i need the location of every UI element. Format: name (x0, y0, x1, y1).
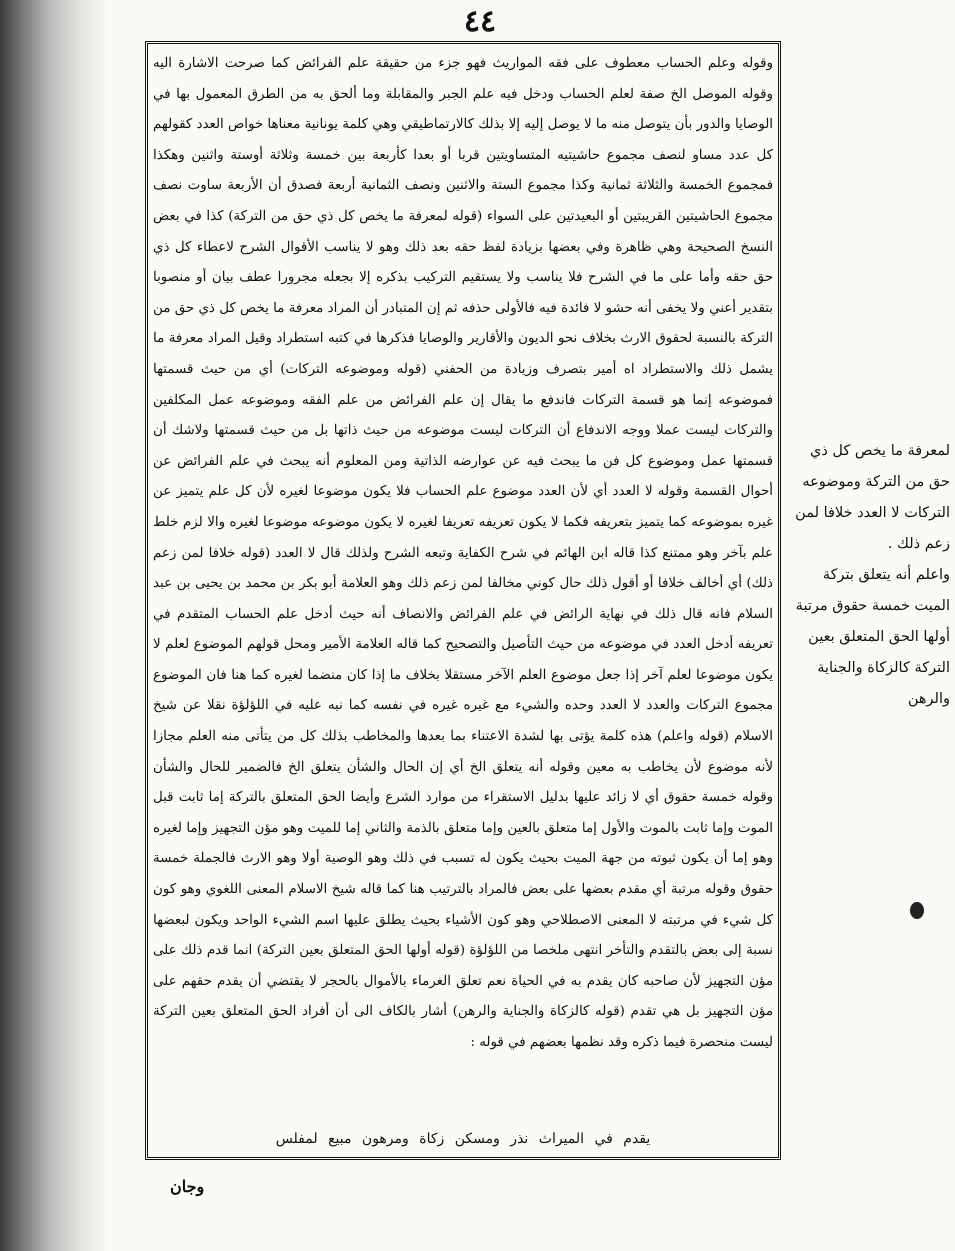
verse-line: يقدم في الميراث نذر ومسكن زكاة ومرهون مبيع لمفلس (275, 1131, 651, 1147)
margin-note-matn-1: لمعرفة ما يخص كل ذي حق من التركة وموضوعه التركات لا العدد خلافا لمن زعم ذلك . (795, 443, 950, 552)
commentary-paragraph: وقوله وعلم الحساب معطوف على فقه المواريث فهو جزء من حقيقة علم الفرائض كما صرحت الاشارة اليه وقوله الموصل الخ صفة لعلم الحساب ودخل فيه علم الجبر والمقابلة وما ألحق به من الطرق المعمول بها في الوصايا والدور بأن يتوصل منه ما لا يوصل إليه إلا بذلك كالارتماطيقي وهي كلمة يونانية معناها خواص العدد كقولهم كل عدد مساو لنصف مجموع حاشيتيه المتساويتين قربا أو بعدا كأربعة بين خمسة وثلاثة أوستة واثنين وهكذا فمجموع الخمسة والثلاثة ثمانية وكذا مجموع الستة والاثنين ونصف الثمانية أربعة فصدق أن الأربعة ساوت نصف مجموع الحاشيتين القريبتين أو البعيدتين على السواء (قوله لمعرفة ما يخص كل ذي حق من التركة) كذا في بعض النسخ الصحيحة وهي ظاهرة وفي بعضها بزيادة لفظ حقه بعد ذلك وهو لا يناسب الأقوال الشرح لاعطاء كل ذي حق حقه وأما على ما في الشرح فلا يناسب ولا يستقيم التركيب بذكره إلا بجعله مجرورا عطف بيان أو منصوبا بتقدير أعني ولا يخفى أنه حشو لا فائدة فيه فالأولى حذفه ثم إن المتبادر أن المراد معرفة ما يخص كل ذي حق من التركة بالنسبة لحقوق الارث بخلاف نحو الديون والأقارير والوصايا فذكرها في كتبه استطراد وقيل المراد معرفة ما يشمل ذلك والاستطراد اه أمير بتصرف وزيادة من الحفني (قوله وموضوعه التركات) أي من حيث قسمتها فموضوعه إنما هو قسمة التركات فاندفع ما يقال إن علم الفرائض من علم الفقه وموضوعه عمل المكلفين والتركات ليست عملا ووجه الاندفاع أن التركات ليست موضوعه من حيث ذاتها بل من حيث قسمتها ولاشك أن قسمتها عمل وموضوع كل فن ما يبحث فيه عن عوارضه الذاتية ومن المعلوم أنه يبحث في علم الفرائض عن أحوال القسمة وقوله لا العدد أي لأن العدد موضوع علم الحساب فلا يكون موضوعا لغيره لأن كل علم يتميز عن غيره بموضوعه كما يتميز بتعريفه فكما لا يكون تعريفه تعريفا لغيره لا يكون موضوعه موضوعا لغيره والا لزم خلط علم بآخر وهو ممتنع كذا قاله ابن الهائم في شرح الكفاية وتبعه الشرح ولذلك قال لا العدد (قوله خلافا لمن زعم ذلك) أي أخالف خلافا أو أقول ذلك حال كوني مخالفا لمن زعم ذلك وهو العلامة أبو بكر بن محمد بن يحيى بن عبد السلام فانه قال ذلك في نهاية الرائض في علم الفرائض والانصاف أنه حيث أدخل علم الحساب المتقدم في تعريفه أدخل العدد في موضوعه من حيث التأصيل والتصحيح كما قاله العلامة الأمير ومحل قولهم الموضوع لعلم لا يكون موضوعا لعلم آخر إذا جعل موضوع العلم الآخر مستقلا بخلاف ما إذا كان منضما لغيره كما هنا فان الموضوع مجموع التركات والعدد لا العدد وحده والشيء مع غيره غيره في نفسه كما نبه عليه في اللؤلؤة نقلا عن شيخ الاسلام (قوله واعلم) هذه كلمة يؤتى بها لشدة الاعتناء بما بعدها والمخاطب بذلك كل من يتأتى منه العلم مجازا لأنه موضوع لأن يخاطب به معين وقوله أنه يتعلق الخ أي إن الحال والشأن يتعلق الخ فالضمير للحال والشأن وقوله خمسة حقوق أي لا زائد عليها بدليل الاستقراء من موارد الشرع وأيضا الحق المتعلق بالتركة إما ثابت قبل الموت وإما ثابت بالموت والأول إما متعلق بالعين وإما متعلق بالذمة والثاني إما للميت وهو مؤن التجهيز وإما لغيره وهو إما أن يكون ثبوته من جهة الميت بحيث يكون له تسبب في ذلك وهو الوصية أولا وهو الارث فالجملة خمسة حقوق وقوله مرتبة أي مقدم بعضها على بعض فالمراد بالترتيب هنا كما قاله شيخ الاسلام المعنى اللغوي وهو كون كل شيء في مرتبته لا المعنى الاصطلاحي وهو كون الأشياء بحيث يطلق عليها اسم الشيء الواحد ويكون لبعضها نسبة إلى بعض بالتقدم والتأخر انتهى ملخصا من اللؤلؤة (قوله أولها الحق المتعلق بعين التركة) انما قدم ذلك على مؤن التجهيز لأن صاحبه كان يقدم به في الحياة نعم تعلق الغرماء بالأموال بالحجر لا يقتضي أن يقدم حقهم على مؤن التجهيز بل هي تقدم (قوله كالزكاة والجناية والرهن) أشار بالكاف الى أن أفراد الحق المتعلق بعين التركة ليست منحصرة فيما ذكره وقد نظمها بعضهم في قوله : (153, 56, 773, 1050)
margin-note-matn-2: واعلم أنه يتعلق بتركة الميت خمسة حقوق مرتبة أولها الحق المتعلق بعين التركة كالزكاة والجناية والرهن (795, 567, 950, 707)
book-binding-shadow (0, 0, 110, 1251)
commentary-text-block (153, 49, 773, 1125)
ink-speck (910, 902, 924, 919)
catchword: وجان (170, 1177, 205, 1196)
page-number: ٤٤ (463, 4, 497, 39)
